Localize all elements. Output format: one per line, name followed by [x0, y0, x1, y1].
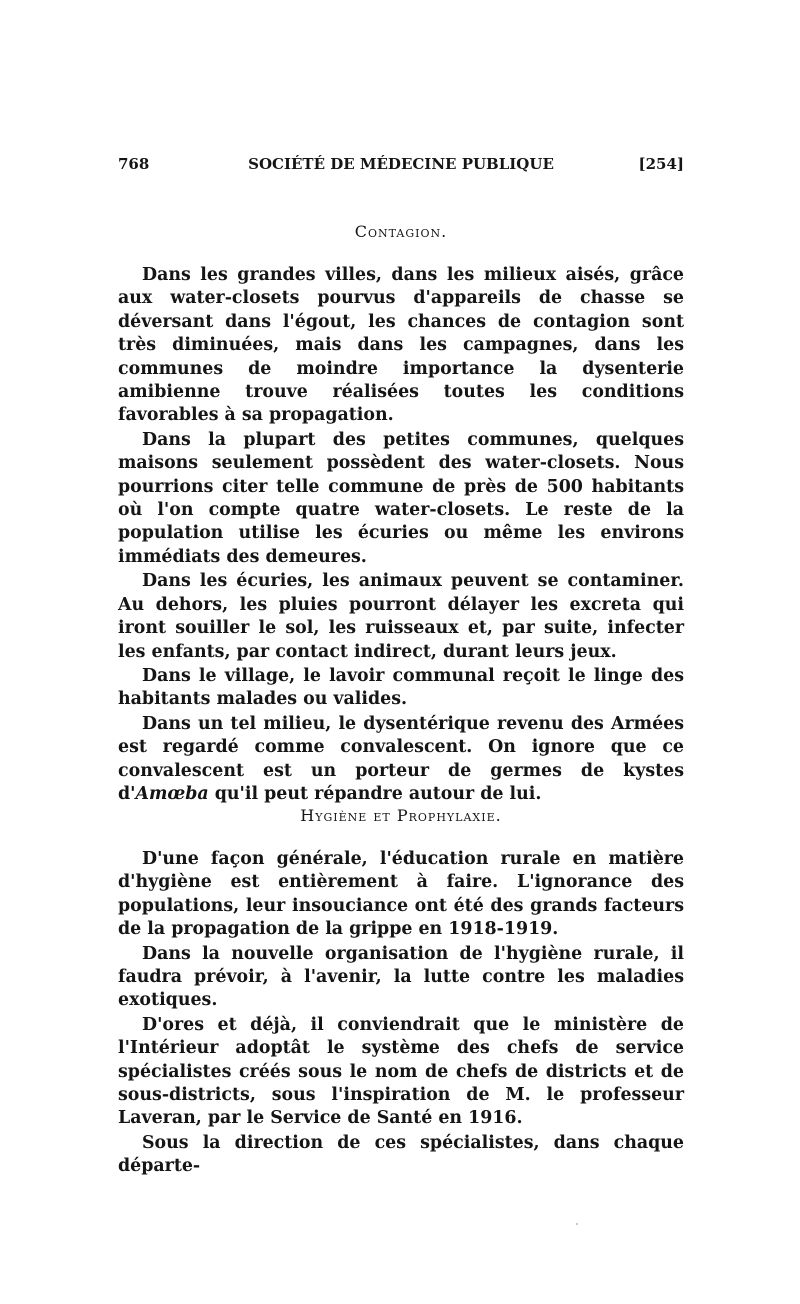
journal-title: SOCIÉTÉ DE MÉDECINE PUBLIQUE — [248, 155, 554, 173]
section-heading-hygiene: Hygiène et Prophylaxie. — [300, 806, 502, 825]
paragraph: Dans les grandes villes, dans les milieux aisés, grâce aux water-closets pourvus d'appareils de chasse se déversant dans l'égout, les chances de contagion sont très diminuées, mais dans les campagnes, dans les communes de moindre importance la dysenterie amibienne trouve réalisées toutes les conditions favorables à sa propagation. — [118, 265, 684, 426]
paragraph: D'ores et déjà, il conviendrait que le ministère de l'Intérieur adoptât le système des chefs de service spécialistes créés sous le nom de chefs de districts et de sous-districts, sous l'inspiration de M. le professeur Laveran, par le Service de Santé en 1916. — [118, 1014, 684, 1129]
paragraph: Dans la nouvelle organisation de l'hygiène rurale, il faudra prévoir, à l'avenir, la lutte contre les maladies exotiques. — [118, 943, 684, 1011]
paragraph: D'une façon générale, l'éducation rurale en matière d'hygiène est entièrement à faire. L'ignorance des populations, leur insouciance ont été des grands facteurs de la propagation de la grippe en 1918-1919. — [118, 849, 684, 940]
section-body-contagion — [118, 264, 684, 806]
section-reference: [254] — [638, 155, 684, 173]
paragraph: Dans les écuries, les animaux peuvent se contaminer. Au dehors, les pluies pourront délayer les excreta qui iront souiller le sol, les ruisseaux et, par suite, infecter les enfants, par contact indirect, durant leurs jeux. — [118, 571, 684, 662]
genus-name: Amœba — [135, 783, 209, 804]
running-head — [118, 155, 684, 179]
paragraph: Dans un tel milieu, le dysentérique revenu des Armées est regardé comme convalescent. On ignore que ce convalescent est un porteur de germes de kystes d'Amœba qu'il peut répandre autour de lui. — [118, 713, 684, 804]
paragraph: Sous la direction de ces spécialistes, dans chaque départe- — [118, 1132, 684, 1177]
print-speck — [576, 1223, 578, 1225]
paragraph: Dans le village, le lavoir communal reçoit le linge des habitants malades ou valides. — [118, 665, 684, 710]
section-body-hygiene — [118, 848, 684, 1179]
paragraph: Dans la plupart des petites communes, quelques maisons seulement possèdent des water-closets. Nous pourrions citer telle commune de près de 500 habitants où l'on compte quatre water-closets. Le reste de la population utilise les écuries ou même les environs immédiats des demeures. — [118, 429, 684, 567]
section-heading-contagion: Contagion. — [354, 222, 448, 241]
page-number: 768 — [118, 155, 150, 173]
